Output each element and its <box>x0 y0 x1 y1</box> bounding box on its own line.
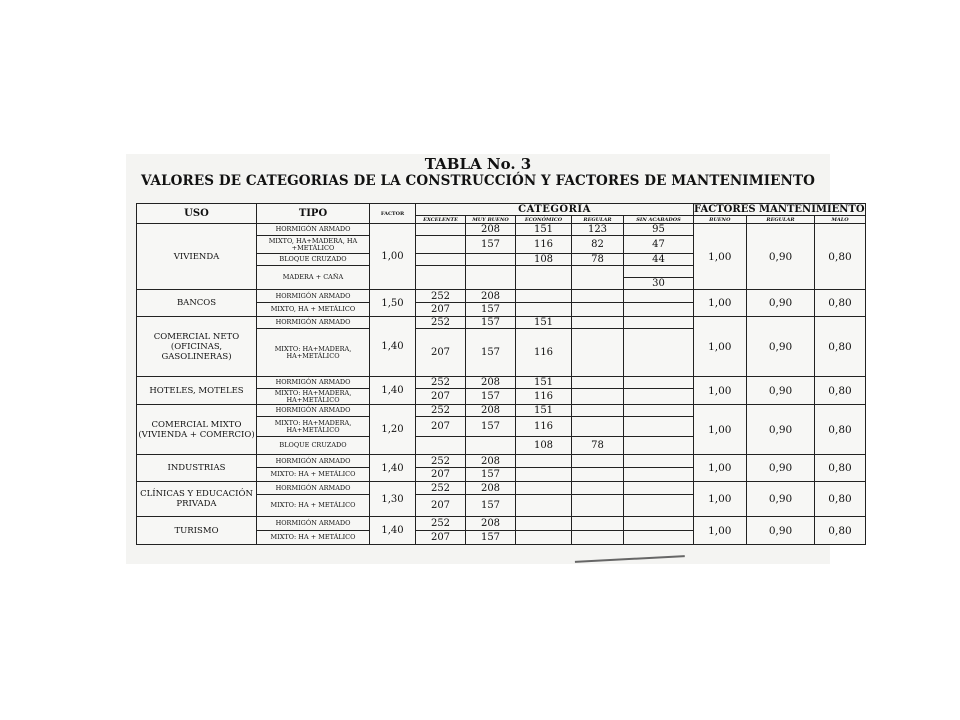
tipo-cell: HORMIGÓN ARMADO <box>257 377 370 389</box>
tipo-cell: HORMIGÓN ARMADO <box>257 405 370 417</box>
header-regular: REGULAR <box>572 216 624 224</box>
value-cell: 252 <box>416 290 466 303</box>
header-row <box>137 204 866 216</box>
uso-cell: CLÍNICAS Y EDUCACIÓN PRIVADA <box>137 482 257 517</box>
value-cell: 252 <box>416 405 466 417</box>
factor-malo: 0,80 <box>815 482 865 517</box>
factor-bueno: 1,00 <box>694 224 747 290</box>
header-factor: FACTOR <box>370 204 416 224</box>
tipo-cell: HORMIGÓN ARMADO <box>257 317 370 329</box>
value-cell: 252 <box>416 455 466 468</box>
table-row <box>137 482 866 495</box>
tipo-cell: MIXTO, HA+MADERA, HA +METÁLICO <box>257 236 370 254</box>
value-cell: 207 <box>416 389 466 405</box>
factor-bueno: 1,00 <box>694 455 747 482</box>
value-cell: 207 <box>416 468 466 482</box>
factor-cell: 1,00 <box>370 224 416 290</box>
uso-cell: INDUSTRIAS <box>137 455 257 482</box>
factor-bueno: 1,00 <box>694 517 747 545</box>
table-row <box>137 317 866 329</box>
header-sin-acabados: SIN ACABADOS <box>624 216 694 224</box>
tipo-cell: MADERA + CAÑA <box>257 266 370 290</box>
header-bueno: BUENO <box>694 216 747 224</box>
tipo-cell: HORMIGÓN ARMADO <box>257 290 370 303</box>
tipo-cell: MIXTO: HA + METÁLICO <box>257 495 370 517</box>
factor-regular: 0,90 <box>746 377 815 405</box>
factor-bueno: 1,00 <box>694 290 747 317</box>
factor-regular: 0,90 <box>746 517 815 545</box>
value-cell: 78 <box>572 437 624 455</box>
value-cell: 151 <box>516 317 572 329</box>
value-cell: 151 <box>516 224 572 236</box>
value-cell: 208 <box>466 455 516 468</box>
value-cell: 108 <box>516 437 572 455</box>
factor-cell: 1,40 <box>370 317 416 377</box>
value-cell: 207 <box>416 329 466 377</box>
factor-regular: 0,90 <box>746 455 815 482</box>
tipo-cell: HORMIGÓN ARMADO <box>257 517 370 531</box>
value-cell: 116 <box>516 417 572 437</box>
tipo-cell: MIXTO: HA + METÁLICO <box>257 468 370 482</box>
factor-bueno: 1,00 <box>694 405 747 455</box>
value-cell: 30 <box>624 278 694 290</box>
value-cell: 47 <box>624 236 694 254</box>
factor-bueno: 1,00 <box>694 317 747 377</box>
factor-malo: 0,80 <box>815 517 865 545</box>
factor-cell: 1,40 <box>370 377 416 405</box>
value-cell: 116 <box>516 236 572 254</box>
factor-regular: 0,90 <box>746 482 815 517</box>
tipo-cell: HORMIGÓN ARMADO <box>257 224 370 236</box>
header-excelente: EXCELENTE <box>416 216 466 224</box>
table-row <box>137 517 866 531</box>
value-cell: 208 <box>466 290 516 303</box>
factor-regular: 0,90 <box>746 224 815 290</box>
header-malo: MALO <box>815 216 865 224</box>
header-factores: FACTORES MANTENIMIENTO <box>694 204 865 215</box>
tipo-cell: MIXTO: HA + METÁLICO <box>257 531 370 545</box>
value-cell: 157 <box>466 329 516 377</box>
tipo-cell: BLOQUE CRUZADO <box>257 254 370 266</box>
value-cell: 151 <box>516 405 572 417</box>
factor-bueno: 1,00 <box>694 377 747 405</box>
tipo-cell: MIXTO: HA+MADERA, HA+METÁLICO <box>257 329 370 377</box>
value-cell: 252 <box>416 517 466 531</box>
uso-cell: HOTELES, MOTELES <box>137 377 257 405</box>
value-cell: 82 <box>572 236 624 254</box>
value-cell: 151 <box>516 377 572 389</box>
value-cell: 157 <box>466 531 516 545</box>
factor-malo: 0,80 <box>815 377 865 405</box>
value-cell: 78 <box>572 254 624 266</box>
factor-malo: 0,80 <box>815 405 865 455</box>
value-cell: 208 <box>466 517 516 531</box>
factor-cell: 1,40 <box>370 517 416 545</box>
factor-cell: 1,40 <box>370 455 416 482</box>
factor-regular: 0,90 <box>746 290 815 317</box>
factor-regular: 0,90 <box>746 317 815 377</box>
header-uso: USO <box>137 204 257 224</box>
value-cell: 95 <box>624 224 694 236</box>
value-cell: 208 <box>466 377 516 389</box>
header-regular-m: REGULAR <box>746 216 815 224</box>
value-cell: 157 <box>466 236 516 254</box>
table-row <box>137 455 866 468</box>
uso-cell: COMERCIAL MIXTO (VIVIENDA + COMERCIO) <box>137 405 257 455</box>
factor-cell: 1,50 <box>370 290 416 317</box>
value-cell: 116 <box>516 329 572 377</box>
tipo-cell: MIXTO, HA + METÁLICO <box>257 303 370 317</box>
value-cell: 252 <box>416 482 466 495</box>
table-row <box>137 377 866 389</box>
factor-cell: 1,20 <box>370 405 416 455</box>
value-cell: 207 <box>416 531 466 545</box>
value-cell: 44 <box>624 254 694 266</box>
value-cell: 208 <box>466 482 516 495</box>
value-cell: 207 <box>416 495 466 517</box>
value-cell: 108 <box>516 254 572 266</box>
value-cell: 116 <box>516 389 572 405</box>
table-row <box>137 290 866 303</box>
factor-cell: 1,30 <box>370 482 416 517</box>
value-cell: 208 <box>466 405 516 417</box>
value-cell: 157 <box>466 389 516 405</box>
header-muy-bueno: MUY BUENO <box>466 216 516 224</box>
tipo-cell: HORMIGÓN ARMADO <box>257 455 370 468</box>
uso-cell: COMERCIAL NETO (OFICINAS, GASOLINERAS) <box>137 317 257 377</box>
table-row <box>137 224 866 236</box>
factor-bueno: 1,00 <box>694 482 747 517</box>
factor-malo: 0,80 <box>815 317 865 377</box>
header-economico: ECONÓMICO <box>516 216 572 224</box>
value-cell: 207 <box>416 303 466 317</box>
tipo-cell: MIXTO: HA+MADERA, HA+METÁLICO <box>257 417 370 437</box>
table-subtitle: VALORES DE CATEGORIAS DE LA CONSTRUCCIÓN Y FACTORES DE MANTENIMIENTO <box>140 173 816 189</box>
table-row <box>137 405 866 417</box>
factor-regular: 0,90 <box>746 405 815 455</box>
tipo-cell: HORMIGÓN ARMADO <box>257 482 370 495</box>
value-cell: 123 <box>572 224 624 236</box>
factor-malo: 0,80 <box>815 290 865 317</box>
uso-cell: VIVIENDA <box>137 224 257 290</box>
value-cell: 208 <box>466 224 516 236</box>
value-cell: 157 <box>466 303 516 317</box>
value-cell: 157 <box>466 468 516 482</box>
value-cell: 252 <box>416 317 466 329</box>
tipo-cell: BLOQUE CRUZADO <box>257 437 370 455</box>
value-cell: 252 <box>416 377 466 389</box>
value-cell: 157 <box>466 495 516 517</box>
factor-malo: 0,80 <box>815 224 865 290</box>
header-categoria: CATEGORÍA <box>416 204 694 216</box>
categories-table <box>136 203 866 545</box>
tipo-cell: MIXTO: HA+MADERA, HA+METÁLICO <box>257 389 370 405</box>
value-cell: 157 <box>466 417 516 437</box>
value-cell: 157 <box>466 317 516 329</box>
value-cell: 207 <box>416 417 466 437</box>
header-tipo: TIPO <box>257 204 370 224</box>
factor-malo: 0,80 <box>815 455 865 482</box>
table-title: TABLA No. 3 <box>424 155 532 173</box>
uso-cell: BANCOS <box>137 290 257 317</box>
uso-cell: TURISMO <box>137 517 257 545</box>
